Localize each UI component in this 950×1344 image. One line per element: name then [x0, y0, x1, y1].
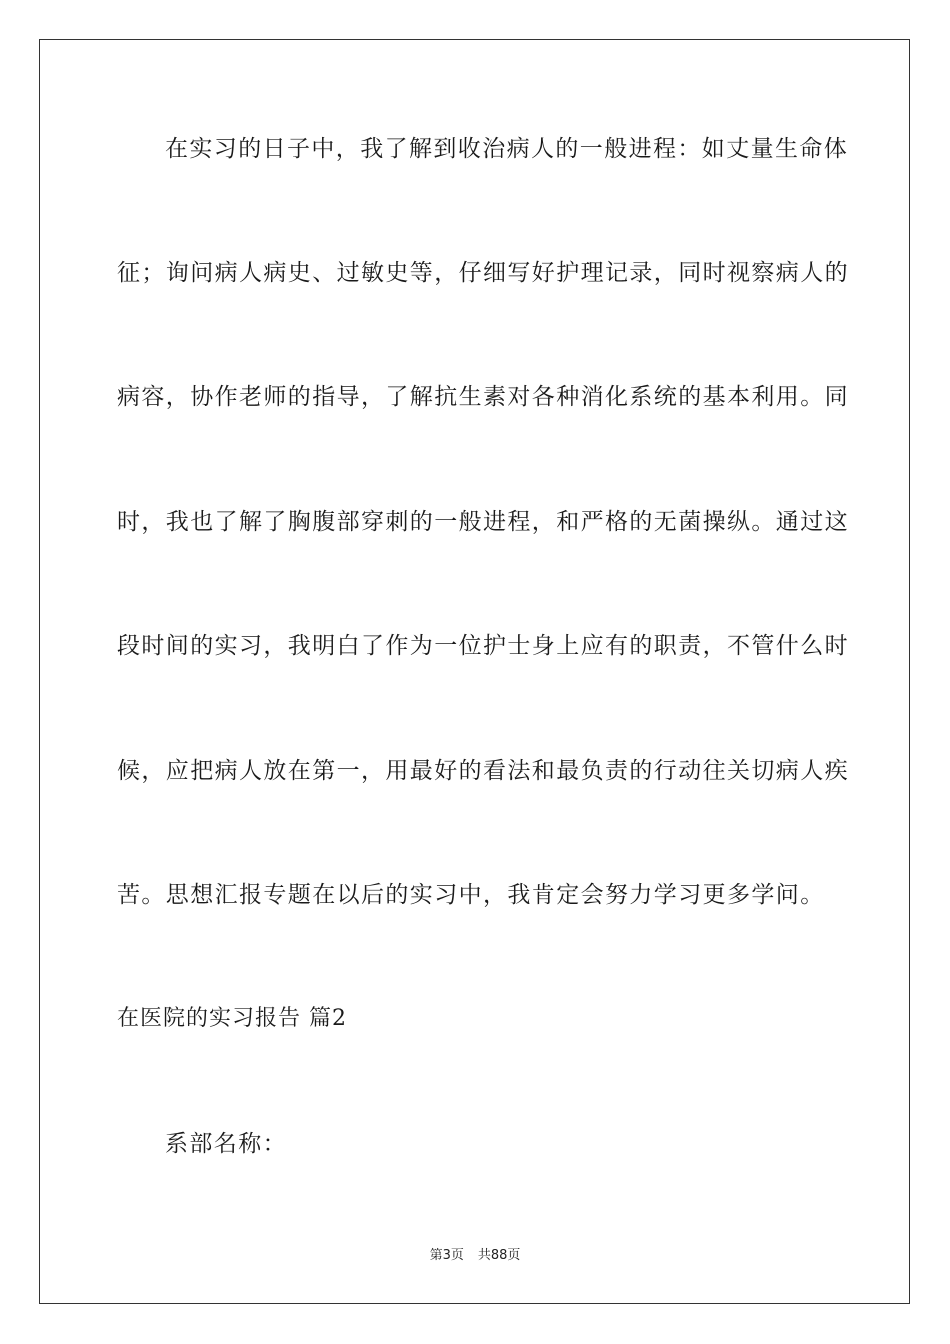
paragraph-line-7: 苦。思想汇报专题在以后的实习中，我肯定会努力学习更多学问。 — [117, 882, 825, 908]
paragraph-line-2: 征；询问病人病史、过敏史等，仔细写好护理记录，同时视察病人的 — [117, 260, 849, 286]
paragraph-line-6: 候，应把病人放在第一，用最好的看法和最负责的行动往关切病人疾 — [117, 758, 849, 784]
paragraph-line-3: 病容，协作老师的指导，了解抗生素对各种消化系统的基本利用。同 — [117, 384, 849, 410]
field-label-department: 系部名称： — [165, 1131, 287, 1157]
paragraph-line-5: 段时间的实习，我明白了作为一位护士身上应有的职责，不管什么时 — [117, 633, 849, 659]
paragraph-line-1: 在实习的日子中，我了解到收治病人的一般进程：如丈量生命体 — [165, 136, 849, 162]
page-total: 共88页 — [477, 1248, 521, 1263]
paragraph-line-4: 时，我也了解了胸腹部穿刺的一般进程，和严格的无菌操纵。通过这 — [117, 509, 849, 535]
page-border — [39, 39, 910, 1304]
page-number: 第3页 — [429, 1248, 464, 1263]
page-footer — [0, 1248, 950, 1264]
section-heading: 在医院的实习报告 篇2 — [117, 1006, 347, 1031]
